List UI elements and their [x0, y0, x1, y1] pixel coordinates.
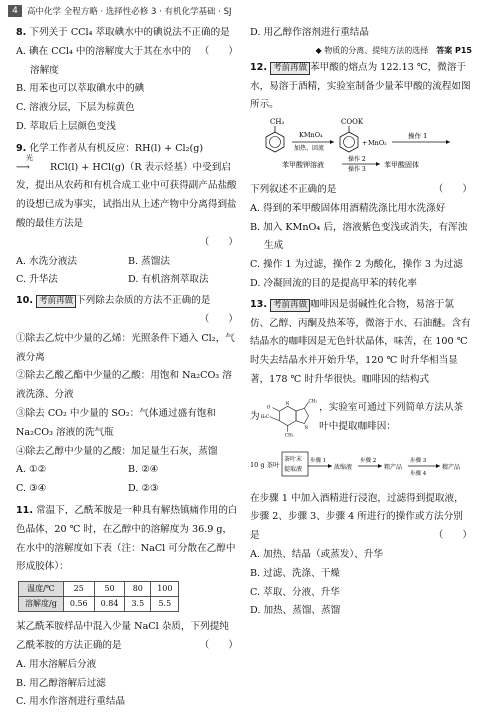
option-b: B. 用乙醇溶解后过滤: [16, 677, 106, 689]
question-8: [16, 24, 238, 137]
table-cell: 50: [94, 582, 125, 597]
section-banner: [250, 43, 472, 59]
potassium-benzoate-structure: [340, 118, 364, 152]
option-c: C. ③④: [16, 483, 47, 495]
table-cell: 3.5: [125, 597, 151, 612]
option-a: A. 碘在 CCl₄ 中的溶解度大于其在水中的溶解度: [16, 45, 192, 76]
banner-text: ◆ 物质的分离、提纯方法的选择: [315, 45, 429, 55]
option-c: C. 用水作溶剂进行重结晶: [16, 696, 126, 708]
option-d: D. 加热、蒸馏、蒸馏: [250, 605, 341, 617]
question-stem: 常温下，乙酰苯胺是一种具有解热镇痛作用的白色晶体，20 ℃ 时，在乙醇中的溶解度为 36.9 g，在水中的溶解度如下表（注：NaCl 可分散在乙醇中形成胶体）：: [16, 504, 238, 573]
option-d: D. ②③: [128, 483, 159, 495]
question-12: [250, 59, 472, 294]
option-a: A. 水洗分液法: [16, 255, 77, 267]
question-stem-cont: 下列叙述不正确的是: [250, 183, 337, 195]
answer-paren: （ ）: [433, 530, 472, 542]
option-c: C. 溶液分层，下层为棕黄色: [16, 102, 135, 114]
structure-line: [250, 390, 472, 446]
header-text: 高中化学 全程方略 · 选择性必修 3 · 有机化学基础 · SJ: [27, 7, 232, 17]
table-cell: 25: [63, 582, 94, 597]
extraction-flowchart: [250, 446, 472, 482]
flow-start: 10 g 茶叶: [250, 460, 280, 469]
synthesis-scheme: [250, 115, 472, 173]
option-d: D. 萃取后上层颜色变浅: [16, 120, 116, 132]
item-2: ②除去乙酸乙酯中少量的乙酸：用饱和 Na₂CO₃ 溶液洗涤、分液: [16, 370, 232, 401]
question-number: 8.: [16, 27, 27, 38]
question-10: [16, 292, 238, 499]
option-a: A. 得到的苯甲酸固体用酒精洗涤比用水洗涤好: [250, 202, 446, 214]
table-row: [19, 597, 179, 612]
question-stem: 苯甲酸的熔点为 122.13 ℃，微溶于水，易溶于酒精，实验室制备少量苯甲酸的流程如图所示。: [250, 61, 471, 111]
item-3: ③除去 CO₂ 中少量的 SO₂：气体通过盛有饱和 Na₂CO₃ 溶液的洗气瓶: [16, 407, 216, 438]
option-d: D. 冷凝回流的目的是提高甲苯的转化率: [250, 277, 417, 289]
answer-paren: （ ）: [199, 236, 238, 248]
operation-label: 操作 1: [408, 132, 428, 141]
question-stem: 下列除去杂质的方法不正确的是: [76, 295, 211, 307]
option-b: B. 蒸馏法: [128, 255, 170, 267]
answer-paren: （ ）: [199, 45, 238, 57]
question-stem-cont: RCl(l) + HCl(g)（R 表示烃基）中受到启发，提出从农药和有机合成工业中可获得副产品盐酸的设想已成为事实，试指出从上述产物中分离得到盐酸的最佳方法是: [16, 161, 237, 229]
table-cell: 0.84: [94, 597, 125, 612]
answer-ref: 答案 P15: [436, 45, 472, 55]
caffeine-structure: [260, 390, 320, 446]
question-number: 11.: [16, 504, 33, 516]
carboxylate-label: COOK: [341, 118, 364, 127]
right-column: [250, 24, 472, 621]
svg-text:CH₃: CH₃: [284, 432, 293, 438]
option-d: D. 有机溶剂萃取法: [128, 274, 209, 286]
plus-mno2: +: [362, 139, 368, 148]
operation-label: 操作 2: [348, 156, 366, 164]
question-stem: 化学工作者从有机反应：RH(l) + Cl₂(g): [29, 142, 204, 154]
question-number: 13.: [250, 298, 267, 310]
option-c: C. 操作 1 为过滤，操作 2 为酸化，操作 3 为过滤: [250, 259, 463, 271]
question-stem: 咖啡因是弱碱性化合物，易溶于氯仿、乙醇、丙酮及热苯等，微溶于水、石油醚。含有结晶水的咖啡因是无色针状晶体，味苦，在 100 ℃ 时失去结晶水并开始升华，120 ℃ 时升华相当显著，178 ℃ 时升华很快。咖啡因的结构式: [250, 298, 471, 385]
product-label: 苯甲酸固体: [384, 161, 419, 170]
question-number: 9.: [16, 142, 27, 154]
flow-step: 步骤 1: [310, 457, 327, 464]
svg-text:H₃C: H₃C: [260, 413, 269, 419]
exam-tag: 考前再做: [270, 299, 310, 312]
svg-text:CH₃: CH₃: [308, 398, 317, 404]
flow-box-label: 提取液: [284, 465, 303, 473]
answer-paren: （ ）: [199, 313, 238, 325]
operation-label: 操作 3: [348, 166, 366, 174]
reagent-label: KMnO₄: [299, 131, 323, 140]
flow-step: 步骤 2: [360, 457, 377, 464]
flow-step: 步骤 4: [410, 470, 427, 477]
question-number: 12.: [250, 61, 267, 73]
methyl-label: CH₃: [270, 118, 285, 127]
condition-label: 加热、回流: [294, 145, 325, 153]
option-c: C. 萃取、分液、升华: [250, 586, 340, 598]
toluene-structure: [266, 118, 284, 152]
item-4: ④除去乙醇中少量的乙酸：加足量生石灰，蒸馏: [16, 445, 218, 457]
item-1: ①除去乙烷中少量的乙烯：光照条件下通入 Cl₂，气液分离: [16, 332, 235, 363]
flow-node: 浓缩液: [334, 463, 353, 471]
table-cell: 100: [151, 582, 179, 597]
page-number: 4: [8, 5, 22, 17]
table-cell: 温度/℃: [19, 582, 64, 597]
left-column: [16, 24, 238, 712]
option-d: D. 用乙醇作溶剂进行重结晶: [250, 27, 369, 38]
question-stem-cont: 某乙酰苯胺样品中混入少量 NaCl 杂质，下列提纯乙酰苯胺的方法正确的是: [16, 621, 229, 651]
flow-node: 精产品: [442, 463, 461, 471]
question-11: [16, 502, 238, 712]
page-header: [0, 0, 480, 22]
question-stem: 下列关于 CCl₄ 萃取碘水中的碘说法不正确的是: [29, 27, 230, 38]
option-c: C. 升华法: [16, 274, 58, 286]
reaction-arrow: 光 ⟶: [16, 159, 50, 178]
option-b: B. 用苯也可以萃取碘水中的碘: [16, 83, 145, 95]
table-header-row: [19, 582, 179, 597]
arrow-condition: 光: [26, 153, 33, 162]
answer-paren: （ ）: [199, 639, 238, 651]
table-cell: 5.5: [151, 597, 179, 612]
question-number: 10.: [16, 295, 33, 307]
svg-text:O: O: [266, 404, 270, 410]
flow-node: 粗产品: [384, 463, 403, 471]
solubility-table: [18, 581, 179, 612]
option-b: B. 加入 KMnO₄ 后，溶液紫色变浅或消失，有浑浊生成: [250, 221, 468, 252]
option-b: B. ②④: [128, 464, 159, 476]
exam-tag: 考前再做: [36, 295, 76, 308]
table-cell: 80: [125, 582, 151, 597]
solution-label: 苯甲酸钾溶液: [282, 161, 324, 170]
question-stem-cont: 在步骤 1 中加入酒精进行浸泡，过滤得到提取液，步骤 2、步骤 3、步骤 4 所进行的操作或方法分别是: [250, 492, 464, 542]
table-cell: 溶解度/g: [19, 597, 64, 612]
flow-step: 步骤 3: [410, 457, 427, 464]
structure-suffix: ，实验室可通过下列简单方法从茶叶中提取咖啡因：: [319, 401, 464, 432]
option-a: A. 用水溶解后分液: [16, 658, 97, 670]
option-b: B. 过滤、洗涤、干燥: [250, 567, 340, 579]
exam-tag: 考前再做: [270, 62, 310, 75]
svg-text:N: N: [303, 424, 308, 430]
flow-box-label: 茶叶末: [284, 455, 303, 463]
option-a: A. 加热、结晶（或蒸发）、升华: [250, 548, 383, 560]
question-9: [16, 140, 238, 290]
option-a: A. ①②: [16, 464, 47, 476]
question-13: [250, 296, 472, 621]
table-cell: 0.56: [63, 597, 94, 612]
answer-paren: （ ）: [433, 183, 472, 195]
structure-prefix: 为: [250, 411, 260, 423]
byproduct-label: MnO₂: [368, 139, 387, 148]
svg-text:N: N: [285, 400, 289, 406]
